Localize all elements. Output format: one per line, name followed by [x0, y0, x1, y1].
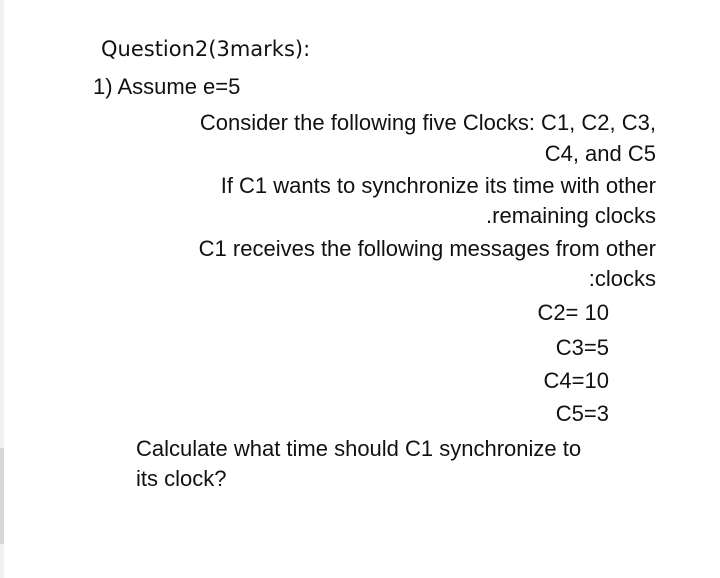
question-heading: Question2(3marks): [101, 37, 311, 61]
page-edge [0, 0, 4, 578]
message-c5: C5=3 [555, 401, 609, 426]
clocks-intro-line-1: Consider the following five Clocks: C1, C2, C3, [199, 110, 656, 135]
clocks-intro-line-2: C4, and C5 [544, 141, 656, 166]
message-c4: C4=10 [543, 368, 609, 393]
message-c2: C2= 10 [537, 300, 609, 325]
receives-line-1: C1 receives the following messages from other [198, 236, 656, 261]
sync-line-1: If C1 wants to synchronize its time with other [220, 173, 656, 198]
receives-line-2: :clocks [588, 266, 656, 291]
prompt-line-1: Calculate what time should C1 synchronize to [136, 436, 582, 461]
sync-line-2: .remaining clocks [486, 203, 656, 228]
prompt-line-2: its clock? [136, 466, 227, 491]
edge-mark [0, 448, 4, 544]
message-c3: C3=5 [555, 335, 609, 360]
item-label: 1) Assume e=5 [93, 74, 241, 99]
